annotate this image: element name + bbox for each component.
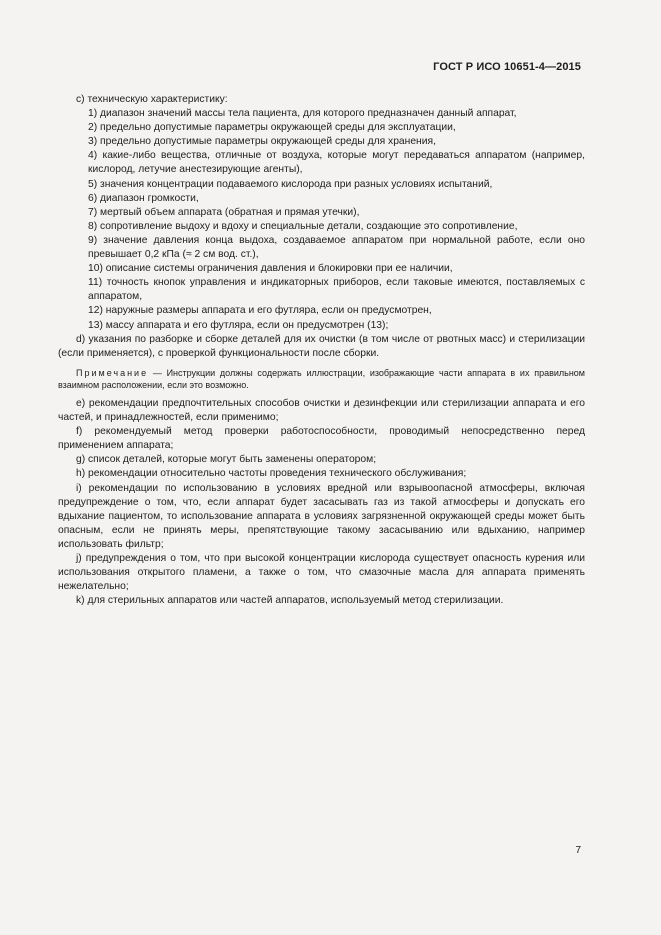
item-h: h) рекомендации относительно частоты проведения технического обслуживания;: [76, 468, 467, 480]
page-number: 7: [575, 845, 581, 856]
note-text: — Инструкции должны содержать иллюстрации, изображающие части аппарата в их правильном взаимном расположении, если это возможно.: [58, 367, 585, 391]
sub-item: 3) предельно допустимые параметры окружающей среды для хранения,: [88, 136, 436, 148]
item-i: i) рекомендации по использованию в условиях вредной или взрывоопасной атмосферы, включая предупреждение о том, что, если аппарат будет засасывать газ из такой атмосферы и допускать его вдыхание пациентом, то использование аппарата в условиях загрязненной окружающей среды может быть опасным, если не принять меры, препятствующие такому засасыванию или вдыханию, например использовать фильтр;: [58, 482, 585, 550]
sub-item: 8) сопротивление выдоху и вдоху и специальные детали, создающие это сопротивление,: [88, 220, 518, 232]
sub-item: 7) мертвый объем аппарата (обратная и прямая утечки),: [88, 206, 360, 218]
sub-item: 13) массу аппарата и его футляра, если он предусмотрен (13);: [88, 319, 389, 331]
item-j: j) предупреждения о том, что при высокой концентрации кислорода существует опасность курения или использования открытого пламени, а также о том, что смазочные масла для аппарата применять нежелательно;: [58, 553, 585, 593]
sub-item: 12) наружные размеры аппарата и его футляра, если он предусмотрен,: [88, 305, 432, 317]
sub-item: 6) диапазон громкости,: [88, 192, 199, 204]
item-c-intro: c) техническую характеристику:: [76, 94, 228, 105]
item-d: d) указания по разборке и сборке деталей для их очистки (в том числе от рвотных масс) и стерилизации (если применяется), с проверкой функциональности после сборки.: [58, 333, 585, 359]
item-f: f) рекомендуемый метод проверки работоспособности, проводимый непосредственно перед применением аппарата;: [58, 426, 585, 452]
item-g: g) список деталей, которые могут быть заменены оператором;: [76, 454, 377, 466]
sub-item: 2) предельно допустимые параметры окружающей среды для эксплуатации,: [88, 122, 456, 134]
note: [58, 367, 585, 392]
document-body: [58, 93, 585, 608]
document-header: ГОСТ Р ИСО 10651-4—2015: [433, 61, 581, 73]
sub-item: 4) какие-либо вещества, отличные от воздуха, которые могут передаваться аппаратом (например, кислород, летучие анестезирующие агенты),: [88, 150, 585, 176]
sub-item: 9) значение давления конца выдоха, создаваемое аппаратом при нормальной работе, если оно превышает 0,2 кПа (≈ 2 см вод. ст.),: [88, 234, 585, 261]
item-k: k) для стерильных аппаратов или частей аппаратов, используемый метод стерилизации.: [76, 595, 504, 607]
sub-item: 10) описание системы ограничения давления и блокировки при ее наличии,: [88, 263, 453, 275]
sub-item: 1) диапазон значений массы тела пациента, для которого предназначен данный аппарат,: [88, 108, 517, 120]
note-label: Примечание: [76, 367, 149, 378]
item-e: e) рекомендации предпочтительных способов очистки и дезинфекции или стерилизации аппарата и его частей, и принадлежностей, если применимо;: [58, 397, 585, 424]
sub-item: 11) точность кнопок управления и индикаторных приборов, если таковые имеются, поставляемых с аппаратом,: [88, 277, 585, 303]
sub-item: 5) значения концентрации подаваемого кислорода при разных условиях испытаний,: [88, 178, 493, 190]
sub-items-list: [58, 107, 585, 333]
